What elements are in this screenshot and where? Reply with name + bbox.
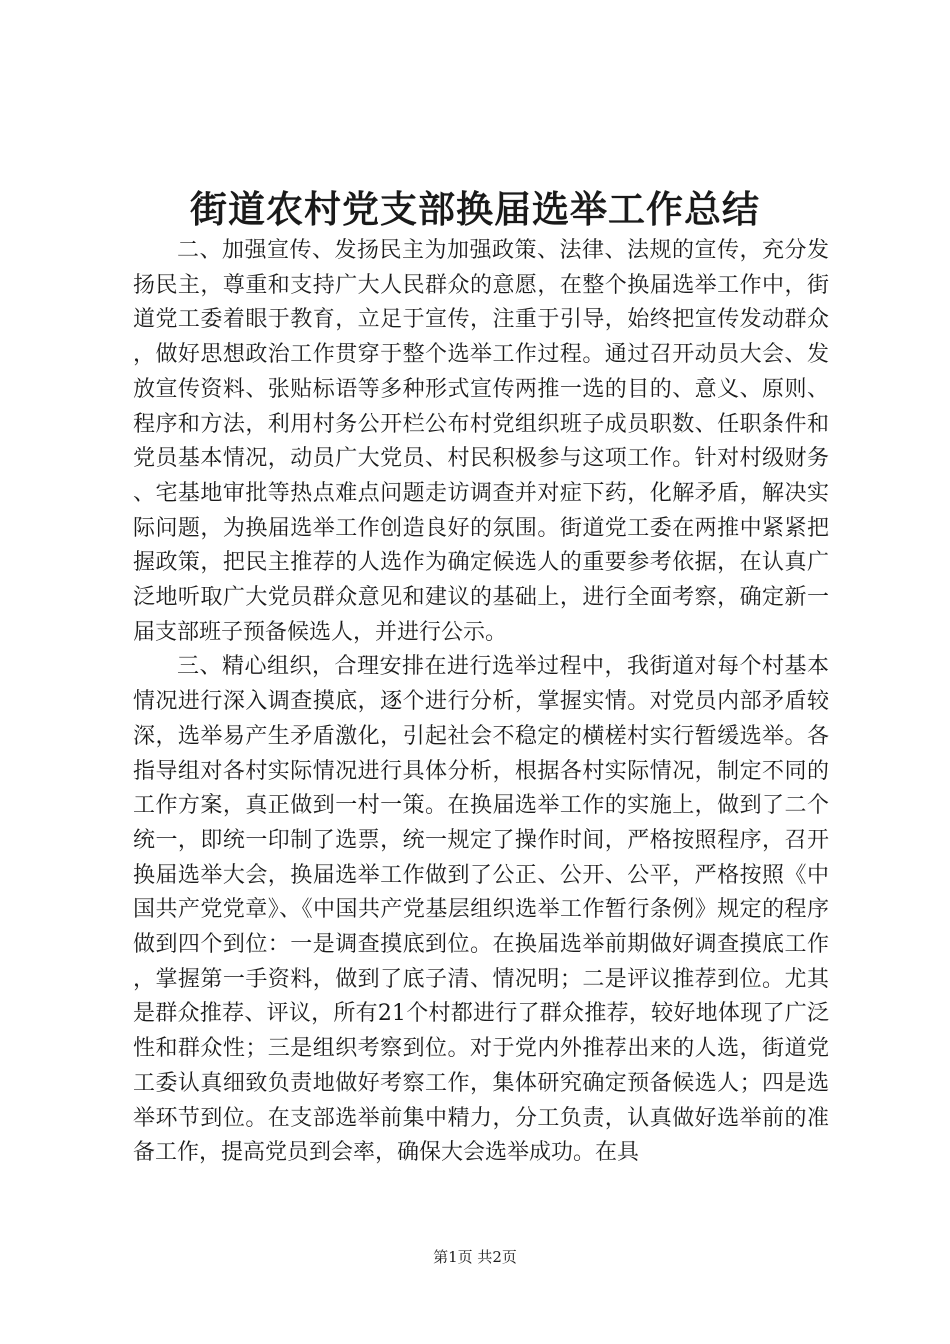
paragraph-organization: 三、精心组织，合理安排在进行选举过程中，我街道对每个村基本情况进行深入调查摸底，逐个进行分析，掌握实情。对党员内部矛盾较深，选举易产生矛盾激化，引起社会不稳定的横槎村实行暂缓选举。各指导组对各村实际情况进行具体分析，根据各村实际情况，制定不同的工作方案，真正做到一村一策。在换届选举工作的实施上，做到了二个统一，即统一印制了选票，统一规定了操作时间，严格按照程序，召开换届选举大会，换届选举工作做到了公正、公开、公平，严格按照《中国共产党党章》、《中国共产党基层组织选举工作暂行条例》规定的程序做到四个到位：一是调查摸底到位。在换届选举前期做好调查摸底工作，掌握第一手资料，做到了底子清、情况明；二是评议推荐到位。尤其是群众推荐、评议，所有21个村都进行了群众推荐，较好地体现了广泛性和群众性；三是组织考察到位。对于党内外推荐出来的人选，街道党工委认真细致负责地做好考察工作，集体研究确定预备候选人；四是选举环节到位。在支部选举前集中精力，分工负责，认真做好选举前的准备工作，提高党员到会率，确保大会选举成功。在具 (133, 654, 829, 1166)
page-number-footer: 第1页 共2页 (433, 1248, 517, 1266)
document-body (133, 234, 829, 1171)
paragraph-publicity: 二、加强宣传、发扬民主为加强政策、法律、法规的宣传，充分发扬民主，尊重和支持广大人民群众的意愿，在整个换届选举工作中，街道党工委着眼于教育，立足于宣传，注重于引导，始终把宣传发动群众，做好思想政治工作贯穿于整个选举工作过程。通过召开动员大会、发放宣传资料、张贴标语等多种形式宣传两推一选的目的、意义、原则、程序和方法，利用村务公开栏公布村党组织班子成员职数、任职条件和党员基本情况，动员广大党员、村民积极参与这项工作。针对村级财务、宅基地审批等热点难点问题走访调查并对症下药，化解矛盾，解决实际问题，为换届选举工作创造良好的氛围。街道党工委在两推中紧紧把握政策，把民主推荐的人选作为确定候选人的重要参考依据，在认真广泛地听取广大党员群众意见和建议的基础上，进行全面考察，确定新一届支部班子预备候选人，并进行公示。 (133, 238, 829, 645)
document-title: 街道农村党支部换届选举工作总结 (190, 187, 760, 231)
